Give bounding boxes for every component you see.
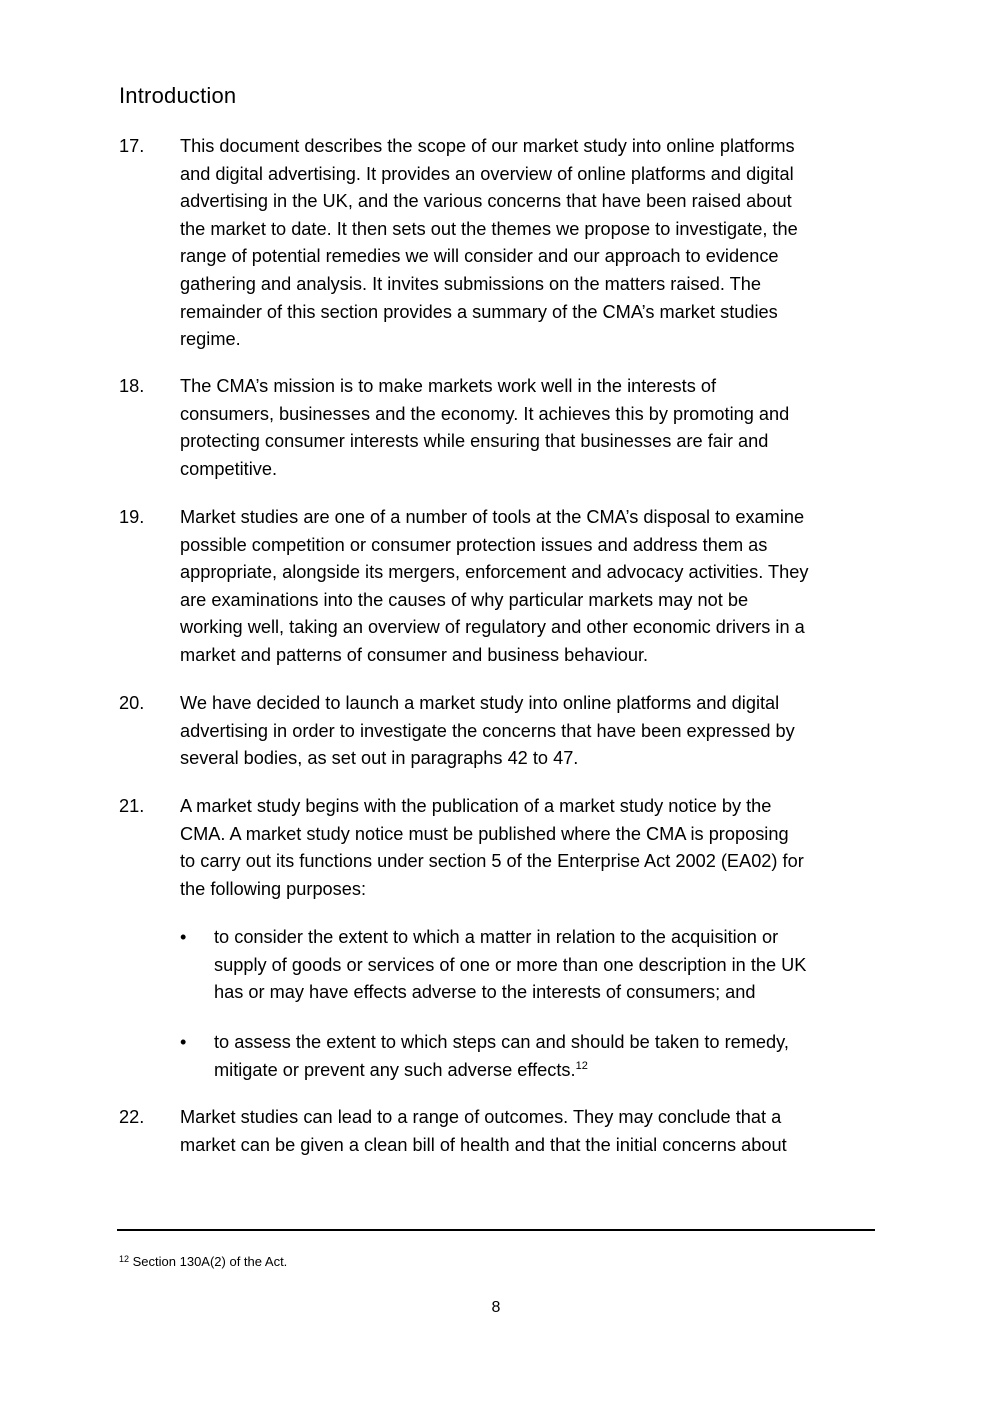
paragraph-text: We have decided to launch a market study into online platforms and digital advertising in order to investigate the concerns that have been expressed by several bodies, as set out in paragraphs 42 to 47.: [180, 693, 795, 769]
section-heading: Introduction: [119, 83, 237, 108]
paragraph-22: [119, 1104, 879, 1159]
paragraph-number: 18.: [119, 376, 145, 396]
paragraph-20: [119, 690, 879, 773]
footnote-reference[interactable]: 12: [575, 1059, 588, 1072]
paragraph-number: 22.: [119, 1107, 145, 1127]
bullet-text: to consider the extent to which a matter in relation to the acquisition or supply of goods or services of one or more than one description in the UK has or may have effects adverse to the interests of consumers; and: [214, 927, 807, 1003]
bullet-icon: •: [180, 927, 187, 947]
paragraph-number: 17.: [119, 136, 145, 156]
paragraph-number: 21.: [119, 796, 145, 816]
paragraph-number: 20.: [119, 693, 145, 713]
bullet-icon: •: [180, 1032, 187, 1052]
paragraph-text: A market study begins with the publication of a market study notice by the CMA. A market study notice must be published where the CMA is proposing to carry out its functions under section 5 of the Enterprise Act 2002 (EA02) for the following purposes:: [180, 796, 804, 899]
footnote-marker: 12: [119, 1254, 130, 1264]
page-number: 8: [491, 1299, 501, 1316]
paragraph-17: [119, 133, 879, 354]
paragraph-text: Market studies can lead to a range of outcomes. They may conclude that a market can be given a clean bill of health and that the initial concerns about: [180, 1107, 787, 1155]
paragraph-text: This document describes the scope of our market study into online platforms and digital advertising. It provides an overview of online platforms and digital advertising in the UK, and the various concerns that have been raised about the market to date. It then sets out the themes we propose to investigate, the range of potential remedies we will consider and our approach to evidence gathering and analysis. It invites submissions on the matters raised. The remainder of this section provides a summary of the CMA’s market studies regime.: [180, 136, 798, 350]
paragraph-text: The CMA’s mission is to make markets work well in the interests of consumers, businesses and the economy. It achieves this by promoting and protecting consumer interests while ensuring that businesses are fair and competitive.: [180, 376, 790, 479]
footnote-text: Section 130A(2) of the Act.: [132, 1254, 288, 1269]
footnote: [119, 1253, 287, 1271]
paragraph-19: [119, 504, 879, 670]
paragraph-number: 19.: [119, 507, 145, 527]
bullet-text: to assess the extent to which steps can and should be taken to remedy, mitigate or prevent any such adverse effects.$^{12}$: [214, 1032, 789, 1080]
paragraph-18: [119, 373, 879, 483]
bullet-item: [180, 1029, 880, 1084]
paragraph-text: Market studies are one of a number of tools at the CMA’s disposal to examine possible competition or consumer protection issues and address them as appropriate, alongside its mergers, enforcement and advocacy activities. They are examinations into the causes of why particular markets may not be working well, taking an overview of regulatory and other economic drivers in a market and patterns of consumer and business behaviour.: [180, 507, 809, 665]
bullet-item: [180, 924, 880, 1007]
footnote-divider: [117, 1229, 875, 1231]
paragraph-21: [119, 793, 879, 903]
